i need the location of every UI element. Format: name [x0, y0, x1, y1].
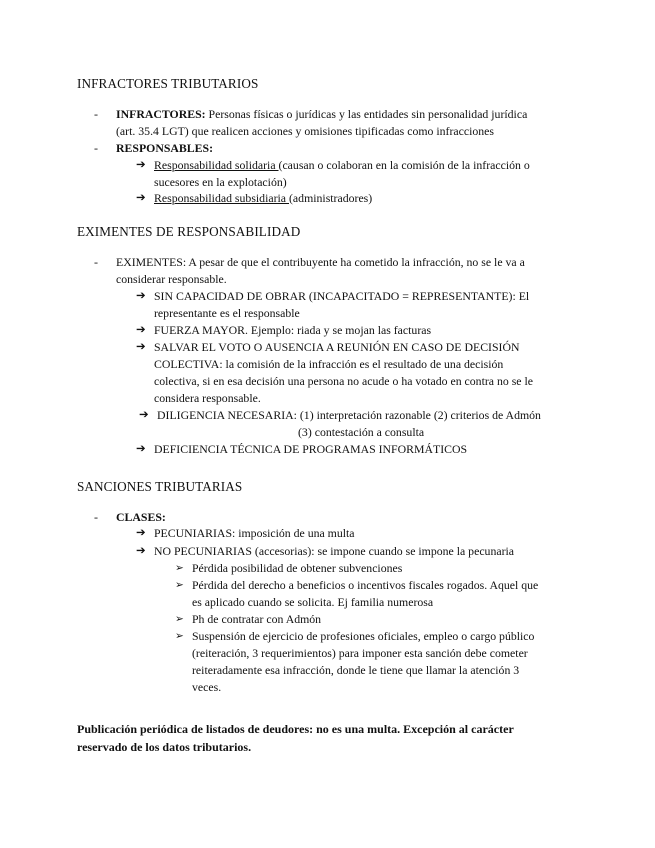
infractores-text-line1: Personas físicas o jurídicas y las entidades sin personalidad jurídica — [208, 107, 528, 121]
no-pecuniaria-suspension-line1: Suspensión de ejercicio de profesiones oficiales, empleo o cargo público — [192, 629, 535, 643]
heading-infractores-tributarios: INFRACTORES TRIBUTARIOS — [77, 76, 259, 91]
no-pecuniaria-suspension-line4: veces. — [192, 680, 222, 694]
clases-label: CLASES: — [116, 510, 166, 524]
eximente-fuerza-mayor: FUERZA MAYOR. Ejemplo: riada y se mojan las facturas — [154, 323, 432, 337]
arrow-bullet-icon: ➔ — [136, 159, 146, 171]
responsabilidad-solidaria-desc: (causan o colaboran en la comisión de la infracción o — [278, 158, 530, 172]
heading-sanciones-tributarias: SANCIONES TRIBUTARIAS — [77, 479, 243, 494]
infractores-item-line1 — [116, 106, 527, 123]
responsabilidad-solidaria-line2: sucesores en la explotación) — [154, 175, 287, 189]
arrow-bullet-icon: ➔ — [139, 409, 149, 421]
dash-bullet: - — [94, 255, 98, 269]
final-note-line1: Publicación periódica de listados de deudores: no es una multa. Excepción al carácter — [77, 722, 514, 736]
responsabilidad-subsidiaria-line — [154, 190, 372, 207]
eximente-voto-line4: considera responsable. — [154, 391, 261, 405]
responsabilidad-solidaria-line1 — [154, 157, 530, 174]
sancion-no-pecuniarias: NO PECUNIARIAS (accesorias): se impone cuando se impone la pecunaria — [154, 544, 515, 558]
dash-bullet: - — [94, 107, 98, 121]
no-pecuniaria-subvenciones: Pérdida posibilidad de obtener subvenciones — [192, 561, 403, 575]
arrow-bullet-icon: ➔ — [136, 341, 146, 353]
triangle-bullet-icon: ➢ — [175, 614, 184, 625]
dash-bullet: - — [94, 141, 98, 155]
no-pecuniaria-contratar: Ph de contratar con Admón — [192, 612, 322, 626]
eximente-voto-line2: COLECTIVA: la comisión de la infracción es el resultado de una decisión — [154, 357, 504, 371]
arrow-bullet-icon: ➔ — [136, 192, 146, 204]
responsables-label: RESPONSABLES: — [116, 141, 214, 155]
arrow-bullet-icon: ➔ — [136, 290, 146, 302]
eximentes-intro-line1: EXIMENTES: A pesar de que el contribuyente ha cometido la infracción, no se le va a — [116, 255, 525, 269]
eximente-voto-line1: SALVAR EL VOTO O AUSENCIA A REUNIÓN EN CASO DE DECISIÓN — [154, 340, 520, 354]
sancion-pecuniarias: PECUNIARIAS: imposición de una multa — [154, 526, 355, 540]
eximente-capacidad-line1: SIN CAPACIDAD DE OBRAR (INCAPACITADO = REPRESENTANTE): El — [154, 289, 530, 303]
eximentes-intro-line2: considerar responsable. — [116, 272, 227, 286]
responsabilidad-subsidiaria-term: Responsabilidad subsidiaria — [154, 191, 289, 205]
triangle-bullet-icon: ➢ — [175, 580, 184, 591]
triangle-bullet-icon: ➢ — [175, 631, 184, 642]
no-pecuniaria-suspension-line3: reiteradamente esa infracción, donde le tiene que llamar la atención 3 — [192, 663, 520, 677]
infractores-label: INFRACTORES: — [116, 107, 206, 121]
triangle-bullet-icon: ➢ — [175, 563, 184, 574]
eximente-diligencia-line2: (3) contestación a consulta — [298, 425, 425, 439]
arrow-bullet-icon: ➔ — [136, 443, 146, 455]
no-pecuniaria-beneficios-line2: es aplicado cuando se solicita. Ej familia numerosa — [192, 595, 434, 609]
arrow-bullet-icon: ➔ — [136, 545, 146, 557]
eximente-voto-line3: colectiva, si en esa decisión una persona no acude o ha votado en contra no se le — [154, 374, 533, 388]
responsabilidad-solidaria-term: Responsabilidad solidaria — [154, 158, 279, 172]
responsabilidad-subsidiaria-desc: (administradores) — [289, 191, 373, 205]
eximente-capacidad-line2: representante es el responsable — [154, 306, 300, 320]
eximente-deficiencia-tecnica: DEFICIENCIA TÉCNICA DE PROGRAMAS INFORMÁTICOS — [154, 442, 468, 456]
arrow-bullet-icon: ➔ — [136, 324, 146, 336]
dash-bullet: - — [94, 510, 98, 524]
eximente-diligencia-line1: DILIGENCIA NECESARIA: (1) interpretación razonable (2) criterios de Admón — [157, 408, 541, 422]
arrow-bullet-icon: ➔ — [136, 527, 146, 539]
no-pecuniaria-beneficios-line1: Pérdida del derecho a beneficios o incentivos fiscales rogados. Aquel que — [192, 578, 539, 592]
final-note-line2: reservado de los datos tributarios. — [77, 740, 252, 754]
heading-eximentes: EXIMENTES DE RESPONSABILIDAD — [77, 224, 301, 239]
infractores-text-line2: (art. 35.4 LGT) que realicen acciones y omisiones tipificadas como infracciones — [116, 124, 495, 138]
no-pecuniaria-suspension-line2: (reiteración, 3 requerimientos) para imponer esta sanción debe cometer — [192, 646, 528, 660]
